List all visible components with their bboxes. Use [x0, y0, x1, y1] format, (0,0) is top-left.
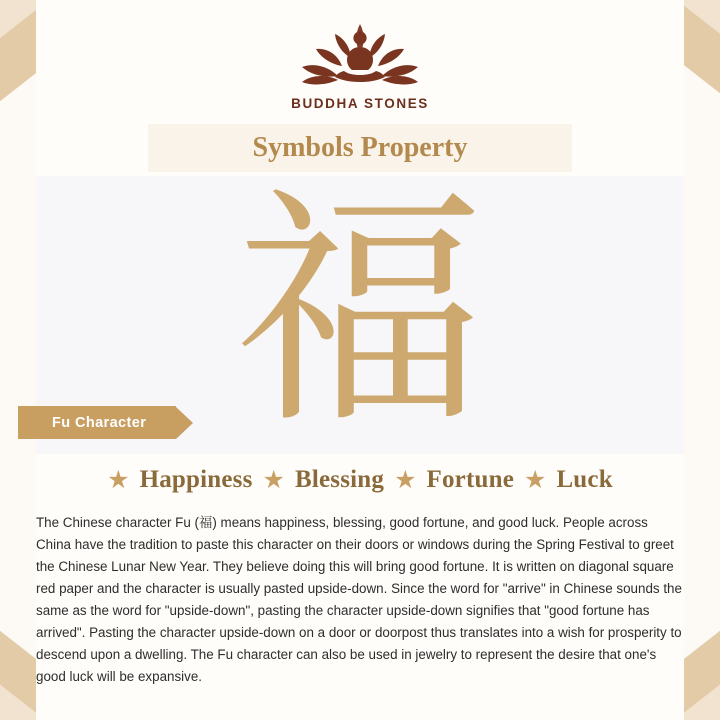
brand-block [0, 22, 720, 111]
keyword-fortune: Fortune [426, 466, 515, 493]
star-icon: ★ [524, 465, 547, 494]
page-title: Symbols Property [252, 132, 468, 163]
title-banner [148, 124, 572, 172]
description-block [36, 512, 684, 688]
brand-name: BUDDHA STONES [291, 96, 429, 111]
star-icon: ★ [262, 465, 285, 494]
lotus-meditation-icon [0, 22, 720, 94]
keyword-blessing: Blessing [294, 466, 385, 493]
star-icon: ★ [107, 465, 130, 494]
keyword-row [36, 466, 684, 494]
fu-character-glyph: 福 [235, 176, 485, 453]
ribbon-tail-icon [176, 407, 193, 439]
fu-character-label-ribbon [18, 406, 193, 439]
keyword-happiness: Happiness [139, 466, 253, 493]
keyword-luck: Luck [556, 466, 613, 493]
star-icon: ★ [394, 465, 417, 494]
ribbon-label: Fu Character [18, 406, 176, 439]
description-text: The Chinese character Fu (福) means happiness, blessing, good fortune, and good luck. People across China have the tradition to paste this character on their doors or windows during the Spring Festival to greet the Chinese Lunar New Year. They believe doing this will bring good fortune. It is written on diagonal square red paper and the character is usually pasted upside-down. Since the word for "arrive" in Chinese sounds the same as the word for "upside-down", pasting the character upside-down signifies that "good fortune has arrived". Pasting the character upside-down on a door or doorpost thus translates into a wish for prosperity to descend upon a dwelling. The Fu character can also be used in jewelry to represent the desire that one's good luck will be expansive. [36, 515, 682, 684]
